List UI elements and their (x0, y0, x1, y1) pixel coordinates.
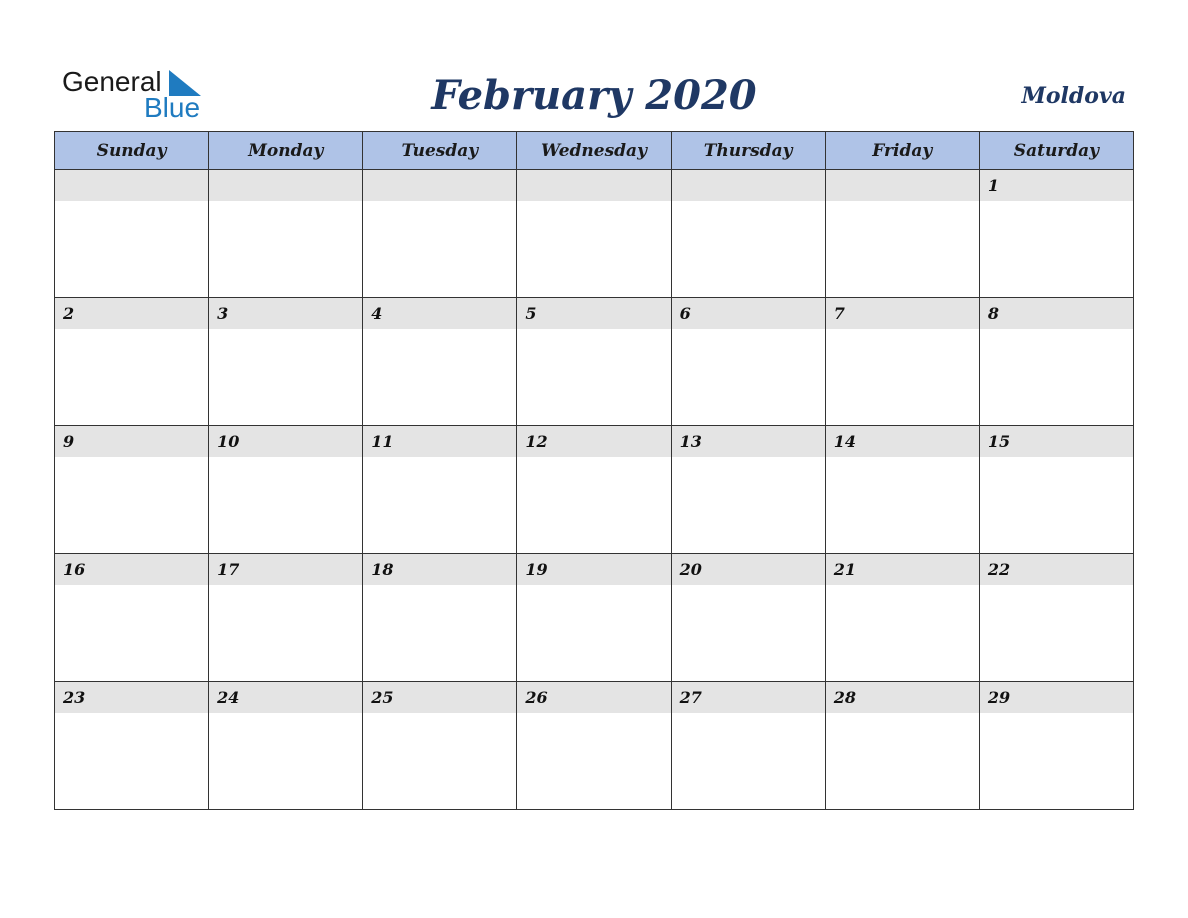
day-cell[interactable] (825, 682, 979, 810)
calendar-grid (54, 131, 1134, 810)
day-number: 4 (363, 298, 516, 329)
day-cell[interactable] (517, 170, 671, 298)
page-title: February 2020 (431, 72, 757, 119)
day-number: 11 (363, 426, 516, 457)
day-number: 2 (55, 298, 208, 329)
day-cell[interactable] (55, 298, 209, 426)
day-number: 14 (826, 426, 979, 457)
day-cell[interactable] (517, 682, 671, 810)
day-number: 23 (55, 682, 208, 713)
day-number: 26 (517, 682, 670, 713)
day-cell[interactable] (825, 554, 979, 682)
country-label: Moldova (1021, 83, 1126, 109)
day-number: 21 (826, 554, 979, 585)
day-cell[interactable] (363, 298, 517, 426)
day-number: 22 (980, 554, 1133, 585)
day-number: 17 (209, 554, 362, 585)
day-cell[interactable] (979, 170, 1133, 298)
weekday-header-thursday: Thursday (671, 132, 825, 170)
weekday-header-saturday: Saturday (979, 132, 1133, 170)
day-number: 10 (209, 426, 362, 457)
day-number: 19 (517, 554, 670, 585)
weekday-header-row (55, 132, 1134, 170)
day-number: 27 (672, 682, 825, 713)
day-cell[interactable] (209, 298, 363, 426)
weekday-header-wednesday: Wednesday (517, 132, 671, 170)
day-cell[interactable] (671, 426, 825, 554)
day-number (672, 170, 825, 201)
day-cell[interactable] (517, 298, 671, 426)
day-cell[interactable] (671, 554, 825, 682)
day-cell[interactable] (363, 682, 517, 810)
day-cell[interactable] (55, 554, 209, 682)
day-cell[interactable] (55, 426, 209, 554)
day-number (363, 170, 516, 201)
day-cell[interactable] (979, 682, 1133, 810)
day-number (209, 170, 362, 201)
day-cell[interactable] (671, 298, 825, 426)
day-number: 28 (826, 682, 979, 713)
logo-text-general: General (62, 66, 162, 97)
day-cell[interactable] (825, 426, 979, 554)
day-number: 5 (517, 298, 670, 329)
day-cell[interactable] (671, 682, 825, 810)
day-number: 8 (980, 298, 1133, 329)
day-number (826, 170, 979, 201)
weekday-header-tuesday: Tuesday (363, 132, 517, 170)
day-cell[interactable] (363, 426, 517, 554)
week-row (55, 682, 1134, 810)
day-cell[interactable] (55, 170, 209, 298)
day-cell[interactable] (209, 682, 363, 810)
day-cell[interactable] (55, 682, 209, 810)
day-number: 15 (980, 426, 1133, 457)
week-row (55, 298, 1134, 426)
day-number (55, 170, 208, 201)
day-number: 18 (363, 554, 516, 585)
day-cell[interactable] (979, 554, 1133, 682)
day-number: 20 (672, 554, 825, 585)
day-number: 7 (826, 298, 979, 329)
day-number: 24 (209, 682, 362, 713)
day-cell[interactable] (825, 170, 979, 298)
day-cell[interactable] (517, 426, 671, 554)
logo-text-blue: Blue (144, 92, 201, 123)
day-cell[interactable] (979, 426, 1133, 554)
day-cell[interactable] (363, 170, 517, 298)
day-number: 13 (672, 426, 825, 457)
week-row (55, 170, 1134, 298)
day-number: 1 (980, 170, 1133, 201)
weekday-header-monday: Monday (209, 132, 363, 170)
weekday-header-friday: Friday (825, 132, 979, 170)
day-number: 12 (517, 426, 670, 457)
day-number: 25 (363, 682, 516, 713)
day-number: 16 (55, 554, 208, 585)
day-cell[interactable] (517, 554, 671, 682)
day-number: 29 (980, 682, 1133, 713)
day-cell[interactable] (671, 170, 825, 298)
day-cell[interactable] (209, 554, 363, 682)
day-cell[interactable] (209, 426, 363, 554)
week-row (55, 554, 1134, 682)
day-number: 3 (209, 298, 362, 329)
weekday-header-sunday: Sunday (55, 132, 209, 170)
week-row (55, 426, 1134, 554)
day-number (517, 170, 670, 201)
day-cell[interactable] (825, 298, 979, 426)
day-cell[interactable] (979, 298, 1133, 426)
day-cell[interactable] (209, 170, 363, 298)
day-cell[interactable] (363, 554, 517, 682)
day-number: 9 (55, 426, 208, 457)
day-number: 6 (672, 298, 825, 329)
